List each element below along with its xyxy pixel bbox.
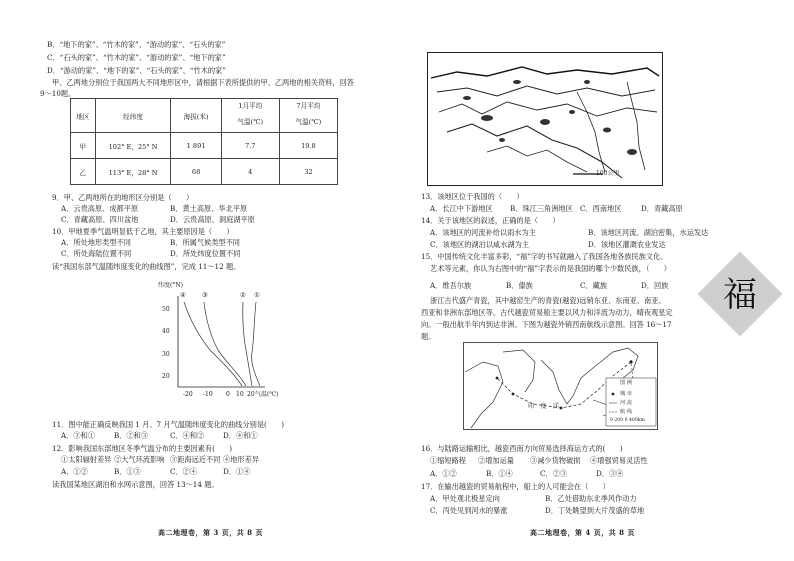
- right-page-footer: 高二地理卷，第 4 页，共 8 页: [530, 528, 635, 537]
- table-header-jul: 7月平均: [279, 99, 337, 111]
- q15-option-a: A．维吾尔族: [430, 281, 472, 290]
- q11-stem: 11．图中能正确反映我国 1 月、7 月气温随纬度变化的曲线分别是( ): [52, 420, 285, 429]
- curve-3: [204, 302, 246, 386]
- table-subheader-jul: 气温(℃): [279, 111, 337, 133]
- q8-option-b: B．“地下的家”、“竹木的家”、“游动的家”、“石头的家”: [47, 40, 226, 49]
- q12-factor-2: ②大气环流影响: [114, 455, 165, 464]
- fu-character: 福: [723, 275, 757, 315]
- q9-option-d: D．云贵高原、洞庭湖平原: [170, 215, 255, 224]
- q11-option-c: C．④和②: [170, 431, 205, 440]
- graph-xlabel: 气温(℃): [255, 391, 279, 398]
- intro-9-10-line1: 甲、乙两地分别位于我国两大不同地形区中，请根据下表所提供的甲、乙两地的相关资料，回答: [52, 78, 354, 87]
- q13-stem: 13．该地区位于我国的（ ）: [421, 192, 524, 201]
- q12-factor-4: ④地形差异: [223, 455, 259, 464]
- table-header-region: 地区: [71, 99, 96, 133]
- q12-stem: 12．影响我国东部地区冬季气温分布的主要因素有( ): [52, 444, 233, 453]
- table-header-jan: 1月平均: [221, 99, 279, 111]
- q12-option-d: D．①④: [223, 467, 251, 476]
- q12-option-a: A．①②: [61, 467, 88, 476]
- q12-factor-1: ①太阳辐射差异: [61, 455, 112, 464]
- q13-option-d: D．青藏高原: [641, 204, 683, 213]
- climate-table: [70, 98, 338, 185]
- q10-option-a: A．所处地形类型不同: [61, 238, 131, 247]
- q17-option-b: B．乙处借助东北季风作动力: [545, 494, 637, 503]
- q14-option-a: A．该地区的河流补给以雨水为主: [430, 228, 536, 237]
- q16-stem: 16．与陆路运输相比，越瓷西南方向贸易选择海运方式的( ): [421, 444, 623, 453]
- intro-13-14: 读我国某地区湖泊和水网示意图，回答 13～14 题。: [52, 480, 219, 489]
- q14-stem: 14．关于该地区的叙述，正确的是（ ）: [421, 216, 560, 225]
- table-cell: 113° E，28° N: [95, 159, 171, 185]
- q16-factor-1: ①缩短路程: [430, 456, 466, 465]
- xtick-neg20: -20: [183, 391, 193, 398]
- table-cell: 68: [171, 159, 221, 185]
- q9-option-a: A．云贵高原、成都平原: [61, 204, 139, 213]
- graph-ylabel: 纬度(°N): [158, 282, 183, 289]
- q15-option-b: B．傣族: [506, 281, 533, 290]
- legend-item-route: 航 线: [620, 409, 633, 415]
- q17-stem: 17．在输出越瓷的贸易航程中，船上的人可能会在（ ）: [421, 482, 610, 491]
- q11-option-a: A．③和①: [61, 431, 95, 440]
- q16-factor-4: ④增强贸易灵活性: [590, 456, 648, 465]
- table-cell: 19.8: [279, 133, 337, 159]
- lake-river-map: [427, 52, 663, 186]
- q10-option-c: C．所处海陆位置不同: [61, 249, 132, 258]
- q8-option-c: C．“石头的家”、“竹木的家”、“游动的家”、“地下的家”: [47, 53, 226, 62]
- map-scale-label: 100公里: [596, 170, 620, 177]
- q10-stem: 10．甲地夏季气温明显低于乙地，其主要原因是（ ）: [52, 227, 234, 236]
- q10-option-d: D．所处纬度位置不同: [170, 249, 241, 258]
- table-cell: 7.7: [221, 133, 279, 159]
- q13-option-b: B．珠江三角洲地区: [510, 204, 573, 213]
- curve-2: [243, 302, 252, 386]
- q15-option-d: D．回族: [641, 281, 669, 290]
- legend-item-city: 城 市: [620, 391, 633, 397]
- left-page-footer: 高二地理卷，第 3 页，共 8 页: [158, 528, 263, 537]
- q12-option-b: B．①③: [114, 467, 141, 476]
- table-cell: 乙: [71, 159, 96, 185]
- q13-option-a: A．长江中下游地区: [430, 204, 493, 213]
- curve-label-4: ④: [180, 291, 186, 299]
- trade-route-map: [463, 342, 658, 430]
- q17-option-c: C．丙处见到河水的暴涨: [430, 506, 508, 515]
- q13-option-c: C．西南地区: [580, 204, 622, 213]
- table-header-coords: 经纬度: [95, 99, 171, 133]
- q11-option-b: B．②和③: [114, 431, 149, 440]
- table-cell: 1 891: [171, 133, 221, 159]
- q12-option-c: C．②④: [170, 467, 198, 476]
- route-map-scale: 0 200 0 400km: [610, 418, 645, 423]
- passage-line3: 向。一般出航半年内到达非洲。下图为越瓷外销西南航线示意图。回答 16～17: [421, 320, 672, 329]
- ytick-30: 30: [162, 351, 170, 358]
- table-row: [71, 133, 338, 159]
- q9-stem: 9．甲、乙两地所在的地形区分别是（ ）: [52, 193, 194, 202]
- q16-factor-2: ②增加运量: [478, 456, 514, 465]
- curve-label-1: ①: [254, 291, 260, 299]
- curve-4: [184, 302, 242, 386]
- q16-option-c: C．②③: [540, 469, 568, 478]
- q11-option-d: D．④和①: [223, 431, 258, 440]
- q15-stem-line2: 艺术等元素，你认为右图中的“福”字表示的是我国的哪个少数民族，（ ）: [430, 264, 671, 273]
- q14-option-c: C．该地区的湖泊以咸水湖为主: [430, 240, 529, 249]
- table-cell: 4: [221, 159, 279, 185]
- table-subheader-jan: 气温(℃): [221, 111, 279, 133]
- legend-item-river: 河 流: [620, 400, 633, 406]
- table-row: [71, 159, 338, 185]
- q15-stem-line1: 15．中国传统文化丰富多彩，“福”字的书写就融入了我国各地各族民族文化、: [421, 252, 668, 261]
- q14-option-b: B．该地区河流、湖泊密集，水运发达: [588, 228, 709, 237]
- q16-option-a: A．①②: [430, 469, 457, 478]
- legend-title: 图 例: [620, 380, 633, 386]
- table-cell: 102° E，25° N: [95, 133, 171, 159]
- passage-line2: 西亚和非洲东部地区等。古代越瓷贸易船主要以风力和洋流为动力，晴夜观星定: [421, 308, 673, 317]
- xtick-20: 20: [247, 391, 255, 398]
- ocean-label: 印 度 洋: [528, 403, 559, 410]
- curve-label-3: ③: [202, 291, 208, 299]
- xtick-neg10: -10: [203, 391, 213, 398]
- passage-line1: 浙江古代盛产青瓷，其中越窑生产的青瓷(越瓷)远销东亚、东南亚、南亚、: [430, 296, 666, 305]
- curve-1: [252, 302, 260, 386]
- temperature-curve-graph: [170, 290, 275, 392]
- intro-11-12: 读“我国东部气温随纬度变化的曲线图”，完成 11～12 题。: [52, 262, 241, 271]
- q9-option-c: C．青藏高原、四川盆地: [61, 215, 139, 224]
- xtick-10: 10: [236, 391, 244, 398]
- q17-option-a: A．甲处观北极星定向: [430, 494, 500, 503]
- q9-option-b: B．黄土高原、华北平原: [170, 204, 248, 213]
- xtick-0: 0: [226, 391, 230, 398]
- table-cell: 甲: [71, 133, 96, 159]
- ytick-50: 50: [162, 306, 170, 313]
- curve-label-2: ②: [240, 291, 246, 299]
- q8-option-d: D．“游动的家”、“地下的家”、“石头的家”、“竹木的家”: [47, 66, 226, 75]
- q15-option-c: C．藏族: [580, 281, 608, 290]
- q10-option-b: B．所属气候类型不同: [170, 238, 240, 247]
- passage-line4: 题。: [421, 332, 436, 341]
- table-cell: 32: [279, 159, 337, 185]
- q12-factor-3: ③距海远近不同: [170, 455, 221, 464]
- q16-option-b: B．①④: [486, 469, 513, 478]
- q14-option-d: D．该地区灌溉农业发达: [588, 240, 666, 249]
- table-header-altitude: 海拔(米): [171, 99, 221, 133]
- q17-option-d: D．丁处眺望到大片茂盛的草地: [545, 506, 645, 515]
- ytick-40: 40: [162, 328, 170, 335]
- ytick-20: 20: [162, 373, 170, 380]
- intro-9-10-line2: 9～10题。: [40, 89, 76, 98]
- q16-option-d: D．③④: [596, 469, 624, 478]
- q16-factor-3: ③减少货物破损: [530, 456, 581, 465]
